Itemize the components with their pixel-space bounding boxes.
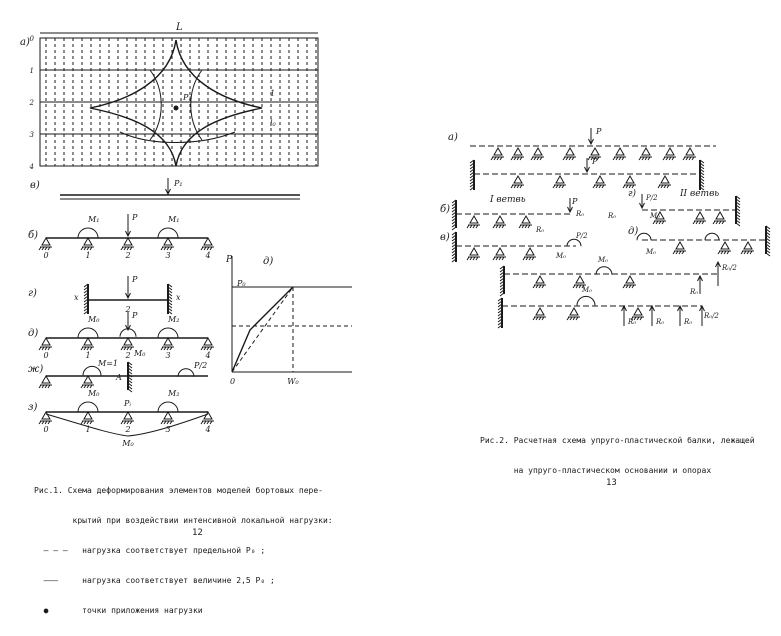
node-label: 0: [43, 251, 49, 260]
panel-label-a: a): [448, 132, 458, 143]
support-icon: [164, 338, 172, 345]
support-icon: [570, 308, 578, 315]
moment-label: M₂: [168, 315, 180, 324]
panel-label-d: д): [628, 226, 639, 237]
support-icon: [494, 148, 502, 155]
support-icon: [591, 148, 599, 155]
support-icon: [124, 412, 132, 419]
support-icon: [721, 242, 729, 249]
figure-1: [0, 0, 390, 470]
node-label: 2: [125, 251, 131, 260]
force-label: R₀: [690, 288, 699, 296]
load-curve-dashed: [232, 287, 293, 372]
support-icon: [696, 212, 704, 219]
moment-label: M₀: [88, 389, 100, 398]
support-icon: [84, 338, 92, 345]
moment-label: M₀: [646, 248, 656, 256]
moment-arc: [158, 402, 178, 412]
node-label: 1: [85, 425, 91, 434]
page-number: 12: [192, 528, 203, 538]
axis-value-label: P₀: [237, 279, 246, 288]
moment-arc: [78, 402, 98, 412]
support-icon: [744, 242, 752, 249]
support-icon: [716, 212, 724, 219]
support-icon: [42, 412, 50, 419]
force-label: P: [132, 311, 138, 320]
moment-label: M₀: [650, 212, 660, 220]
axis-origin-label: 0: [230, 377, 236, 386]
caption-line: крытий при воздействии интенсивной локальной нагрузки:: [34, 516, 333, 525]
panel-label-b: б): [440, 204, 451, 215]
moment-label: M₀: [556, 252, 566, 260]
support-icon: [496, 248, 504, 255]
support-icon: [470, 248, 478, 255]
force-label: P: [596, 127, 602, 136]
force-label: P₁: [174, 179, 183, 188]
caption-line: — — — нагрузка соответствует предельной P₀ ;: [34, 546, 266, 555]
support-icon: [536, 308, 544, 315]
moment-label: M=1: [98, 359, 118, 368]
node-label: 1: [85, 251, 91, 260]
grid-row-label: 1: [29, 67, 34, 75]
node-label: 2: [125, 351, 131, 360]
node-label: 1: [85, 351, 91, 360]
support-icon: [666, 148, 674, 155]
support-icon: [616, 148, 624, 155]
support-icon: [576, 276, 584, 283]
support-icon: [522, 216, 530, 223]
moment-label: M₀: [122, 439, 134, 448]
moment-label: M₀: [88, 315, 100, 324]
load-point-icon: [174, 106, 179, 111]
force-label: R₀/2: [704, 312, 719, 320]
force-label: R₀: [628, 318, 637, 326]
support-icon: [84, 412, 92, 419]
panel-label-b: б): [28, 230, 39, 241]
point-label: A: [116, 373, 122, 382]
support-icon: [526, 248, 534, 255]
panel-label-g: г): [28, 288, 37, 299]
moment-label: M₀: [134, 349, 146, 358]
page-number: 13: [606, 478, 617, 488]
support-icon: [42, 238, 50, 245]
wall-hatch: [736, 223, 740, 226]
grid-mark: l₀: [270, 119, 276, 128]
moment-label: M₀: [582, 286, 592, 294]
node-label: 3: [165, 425, 171, 434]
panel-label-z: з): [28, 402, 38, 413]
moment-label: M₁: [168, 215, 180, 224]
force-label: P: [132, 213, 138, 222]
dimension-label: L: [176, 22, 183, 33]
moment-arc: [78, 328, 98, 338]
support-icon: [634, 308, 642, 315]
support-icon: [626, 276, 634, 283]
left-page: [0, 0, 390, 615]
force-label: R₀/2: [722, 264, 737, 272]
force-label: P: [592, 157, 598, 166]
axis-label: x: [74, 293, 79, 302]
node-label: 3: [165, 351, 171, 360]
support-icon: [204, 338, 212, 345]
moment-label: M₁: [88, 215, 100, 224]
panel-label-g: г): [628, 189, 637, 199]
support-icon: [566, 148, 574, 155]
caption-line: Рис.2. Расчетная схема упруго-пластической балки, лежащей: [480, 436, 755, 445]
node-label: 3: [165, 251, 171, 260]
node-label: 4: [205, 251, 211, 260]
node-label: 0: [43, 351, 49, 360]
force-label: P/2: [576, 232, 588, 240]
support-icon: [626, 176, 634, 183]
force-label: Pᵢ: [124, 399, 131, 408]
moment-arc: [705, 233, 719, 240]
caption-line: Рис.1. Схема деформирования элементов моделей бортовых пере-: [34, 486, 323, 495]
support-icon: [470, 216, 478, 223]
moment-arc: [637, 233, 651, 240]
moment-arc: [158, 228, 178, 238]
support-icon: [164, 412, 172, 419]
caption-line: ● точки приложения нагрузки: [34, 606, 203, 615]
grid-row-label: 2: [29, 99, 34, 107]
grid-row-label: 3: [29, 131, 34, 139]
grid-row-label: 4: [29, 163, 34, 171]
support-icon: [42, 338, 50, 345]
support-icon: [514, 176, 522, 183]
moment-arc: [567, 239, 581, 246]
support-icon: [42, 376, 50, 383]
caption-line: на упруго-пластическом основании и опорах: [480, 466, 712, 475]
support-icon: [496, 216, 504, 223]
support-icon: [124, 238, 132, 245]
force-label: P: [132, 275, 138, 284]
moment-label: M₂: [168, 389, 180, 398]
panel-label-zh: ж): [28, 364, 44, 375]
panel-label-v: в): [440, 232, 450, 243]
wall-hatch: [766, 253, 770, 256]
force-label: R₀: [684, 318, 693, 326]
support-icon: [686, 148, 694, 155]
axis-label: x: [176, 293, 181, 302]
support-icon: [642, 148, 650, 155]
node-label: 4: [205, 351, 211, 360]
figure-2-caption: [480, 416, 755, 496]
support-icon: [164, 238, 172, 245]
force-label: R₀: [576, 210, 585, 218]
moment-label: M₀: [598, 256, 608, 264]
support-icon: [536, 276, 544, 283]
node-label: 0: [43, 425, 49, 434]
moment-arc: [78, 228, 98, 238]
support-icon: [534, 148, 542, 155]
grid-row-label: 0: [29, 35, 34, 43]
force-label: R₀: [608, 212, 617, 220]
panel-label-a: a): [20, 37, 30, 48]
support-icon: [676, 242, 684, 249]
deformation-curve: [176, 40, 262, 166]
figure-1-caption: [34, 466, 333, 636]
panel-label-d2: д): [263, 256, 274, 267]
support-icon: [124, 338, 132, 345]
figure-2: [390, 0, 781, 340]
right-page: [390, 0, 781, 563]
node-label: 2: [125, 425, 131, 434]
wall-hatch: [500, 293, 504, 296]
wall-hatch: [128, 389, 132, 392]
caption-line: ——— нагрузка соответствует величине 2,5 P₀ ;: [34, 576, 275, 585]
node-label: 2: [125, 305, 131, 314]
grid-mark: 1: [270, 89, 276, 98]
support-icon: [84, 376, 92, 383]
force-label: R₀: [536, 226, 545, 234]
support-icon: [514, 148, 522, 155]
support-icon: [84, 238, 92, 245]
panel-label-d: д): [28, 328, 39, 339]
support-icon: [204, 238, 212, 245]
axis-value-label: W₀: [287, 377, 299, 386]
wall-hatch: [452, 227, 456, 230]
support-icon: [596, 176, 604, 183]
support-icon: [661, 176, 669, 183]
axis-label: P: [226, 255, 233, 265]
grid-mark: P₁: [183, 93, 192, 102]
force-label: R₀: [656, 318, 665, 326]
force-label: P: [572, 197, 578, 206]
moment-arc: [158, 328, 178, 338]
moment-arc: [577, 296, 595, 305]
branch-label: II ветвь: [680, 189, 720, 199]
branch-label: I ветвь: [490, 195, 526, 205]
support-icon: [556, 176, 564, 183]
panel-label-v: в): [30, 180, 40, 191]
force-label: P/2: [194, 361, 208, 370]
force-label: P/2: [646, 194, 658, 202]
node-label: 4: [205, 425, 211, 434]
